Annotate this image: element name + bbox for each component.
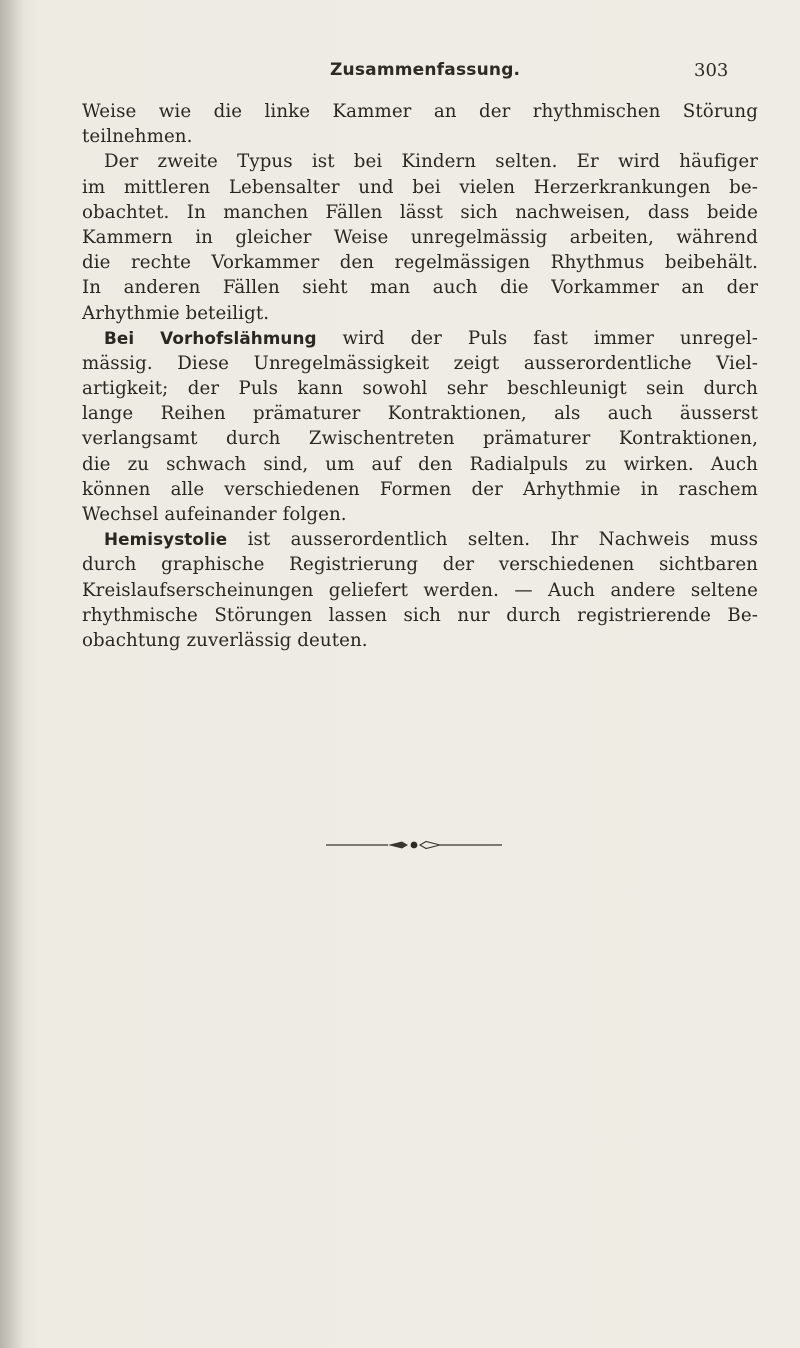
text-line: Arhythmie beteiligt. [82,302,270,324]
text-line-rest: ist ausserordentlich selten. Ihr Nachweis muss [247,529,758,551]
text-line: Der zweite Typus ist bei Kindern selten. Er wird häufiger [104,151,758,173]
text-line: obachtet. In manchen Fällen lässt sich nachweisen, dass beide [82,201,758,223]
text-line [82,527,758,552]
text-line: die rechte Vorkammer den regelmässigen Rhythmus beibehält. [82,252,758,274]
text-line: können alle verschiedenen Formen der Arhythmie in raschem [82,478,758,500]
text-line [82,326,758,351]
text-line: verlangsamt durch Zwischentreten prämaturer Kontraktionen, [82,428,758,450]
text-line: Kreislaufserscheinungen geliefert werden. — Auch andere seltene [82,579,758,601]
paragraph-term: Bei Vorhofslähmung [104,327,317,348]
text-line: die zu schwach sind, um auf den Radialpuls zu wirken. Auch [82,453,758,475]
running-header-title: Zusammenfassung. [330,60,521,80]
text-line: Weise wie die linke Kammer an der rhythmischen Störung [82,101,758,122]
paragraph-term: Hemisystolie [104,529,228,550]
text-line: mässig. Diese Unregelmässigkeit zeigt ausserordentliche Viel- [82,352,758,374]
text-line: lange Reihen prämaturer Kontraktionen, als auch äusserst [82,403,758,425]
end-of-section-ornament-icon [326,838,502,852]
text-line: artigkeit; der Puls kann sowohl sehr beschleunigt sein durch [82,378,758,400]
text-line: teilnehmen. [82,126,193,148]
text-line: durch graphische Registrierung der verschiedenen sichtbaren [82,554,758,576]
text-line: rhythmische Störungen lassen sich nur durch registrierende Be- [82,604,758,626]
text-line: Kammern in gleicher Weise unregelmässig arbeiten, während [82,226,758,248]
text-line: Wechsel aufeinander folgen. [82,504,347,525]
text-line: In anderen Fällen sieht man auch die Vorkammer an der [82,277,758,299]
body-text [82,99,758,653]
page-gutter-shadow [0,0,24,1348]
text-line: im mittleren Lebensalter und bei vielen Herzerkrankungen be- [82,176,758,198]
page-number: 303 [694,60,729,81]
text-line-rest: wird der Puls fast immer unregel- [342,327,758,349]
text-line: obachtung zuverlässig deuten. [82,629,368,651]
